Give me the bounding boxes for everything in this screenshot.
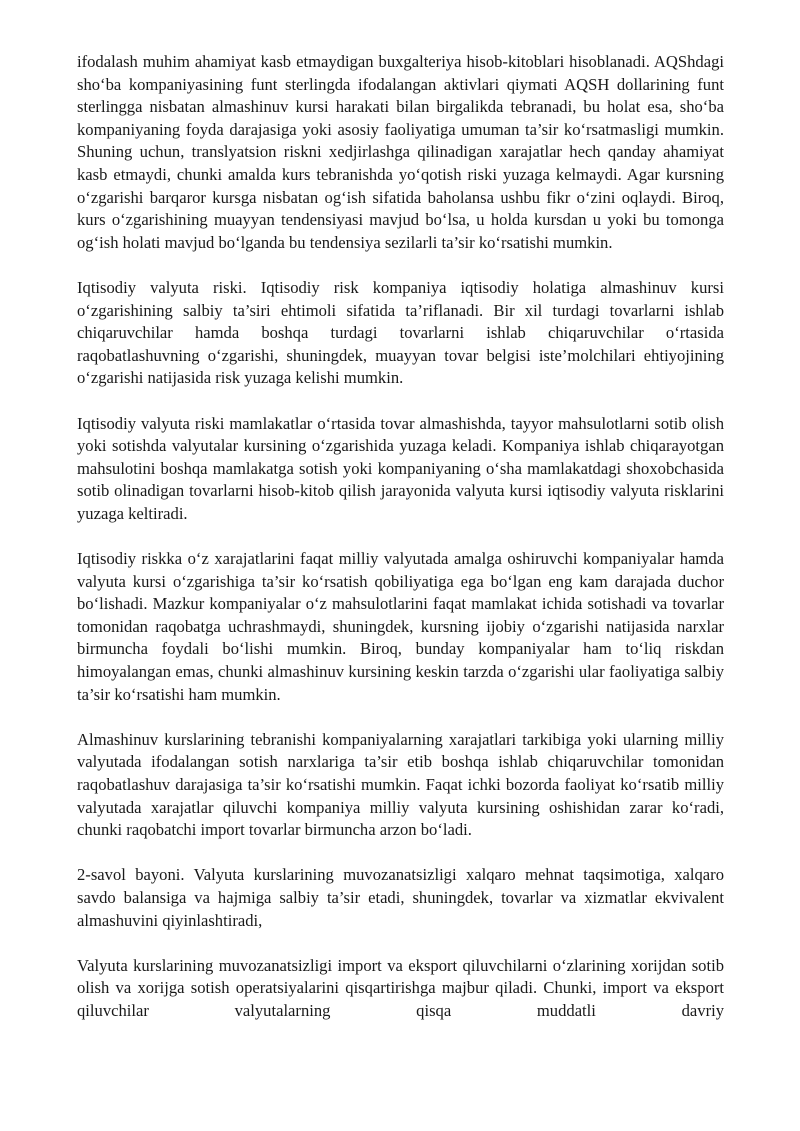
paragraph-4: Iqtisodiy riskka o‘z xarajatlarini faqat milliy valyutada amalga oshiruvchi kompaniyalar hamda valyuta kursi o‘zgarishiga ta’sir ko‘rsatish qobiliyatiga ega bo‘lgan eng kam darajada duchor bo‘lishadi. Mazkur kompaniyalar o‘z mahsulotlarini faqat mamlakat ichida sotishadi va tovarlar tomonidan raqobatga uchrashmaydi, shuningdek, kursning ijobiy o‘zgarishi natijasida narxlar birmuncha foydali bo‘lishi mumkin. Biroq, bunday kompaniyalar ham to‘liq riskdan himoyalangan emas, chunki almashinuv kursining keskin tarzda o‘zgarishi ular faoliyatiga salbiy ta’sir ko‘rsatishi ham mumkin. xyxy=(77,549,724,704)
document-page xyxy=(77,51,724,1045)
paragraph-5: Almashinuv kurslarining tebranishi kompaniyalarning xarajatlari tarkibiga yoki ularning milliy valyutada ifodalangan sotish narxlariga ta’sir etib boshqa ishlab chiqaruvchilar tomonidan raqobatlashuv darajasiga ta’sir ko‘rsatishi mumkin. Faqat ichki bozorda faoliyat ko‘rsatib milliy valyutada xarajatlar qiluvchi kompaniya milliy valyuta kursining oshishidan zarar ko‘radi, chunki raqobatchi import tovarlar birmuncha arzon bo‘ladi. xyxy=(77,729,724,840)
paragraph-3: Iqtisodiy valyuta riski mamlakatlar o‘rtasida tovar almashishda, tayyor mahsulotlarni sotib olish yoki sotishda valyutalar kursining o‘zgarishida yuzaga keladi. Kompaniya ishlab chiqarayotgan mahsulotini boshqa mamlakatga sotish yoki kompaniyaning o‘sha mamlakatdagi shoxobchasida sotib olinadigan tovarlarni hisob-kitob qilish jarayonida valyuta kursi iqtisodiy valyuta risklarini yuzaga keltiradi. xyxy=(77,413,724,523)
paragraph-7: Valyuta kurslarining muvozanatsizligi import va eksport qiluvchilarni o‘zlarining xorijdan sotib olish va xorijga sotish operatsiyalarini qisqartirishga majbur qiladi. Chunki, import va eksport qiluvchilar valyutalarning qisqa muddatli davriy xyxy=(77,955,724,1020)
paragraph-2: Iqtisodiy valyuta riski. Iqtisodiy risk kompaniya iqtisodiy holatiga almashinuv kursi o‘zgarishining salbiy ta’siri ehtimoli sifatida ta’riflanadi. Bir xil turdagi tovarlarni ishlab chiqaruvchilar hamda boshqa turdagi tovarlarni ishlab chiqaruvchilar o‘rtasida raqobatlashuvning o‘zgarishi, shuningdek, muayyan tovar belgisi iste’molchilari ehtiyojining o‘zgarishi natijasida risk yuzaga kelishi mumkin. xyxy=(77,277,724,388)
paragraph-1: ifodalash muhim ahamiyat kasb etmaydigan buxgalteriya hisob-kitoblari hisoblanadi. AQShdagi sho‘ba kompaniyasining funt sterlingda ifodalangan aktivlari qiymati AQSH dollarining funt sterlingga nisbatan almashinuv kursi harakati bilan birgalikda tebranadi, bu holat esa, sho‘ba kompaniyaning foyda darajasiga yoki asosiy faoliyatiga umuman ta’sir ko‘rsatmasligi mumkin. Shuning uchun, translyatsion riskni xedjirlashga qilinadigan xarajatlar hech qanday ahamiyat kasb etmaydi, chunki amalda kurs tebranishda yo‘qotish riski yuzaga kelmaydi. Agar kursning o‘zgarishi barqaror kursga nisbatan og‘ish sifatida baholansa ushbu fikr o‘zini oqlaydi. Biroq, kurs o‘zgarishining muayyan tendensiyasi mavjud bo‘lsa, u holda kursdan u yoki bu tomonga og‘ish holati mavjud bo‘lganda bu tendensiya sezilarli ta’sir ko‘rsatishi mumkin. xyxy=(77,52,724,252)
paragraph-6: 2-savol bayoni. Valyuta kurslarining muvozanatsizligi xalqaro mehnat taqsimotiga, xalqaro savdo balansiga va hajmiga salbiy ta’sir etadi, shuningdek, tovarlar va xizmatlar ekvivalent almashuvini qiyinlashtiradi, xyxy=(77,865,724,930)
